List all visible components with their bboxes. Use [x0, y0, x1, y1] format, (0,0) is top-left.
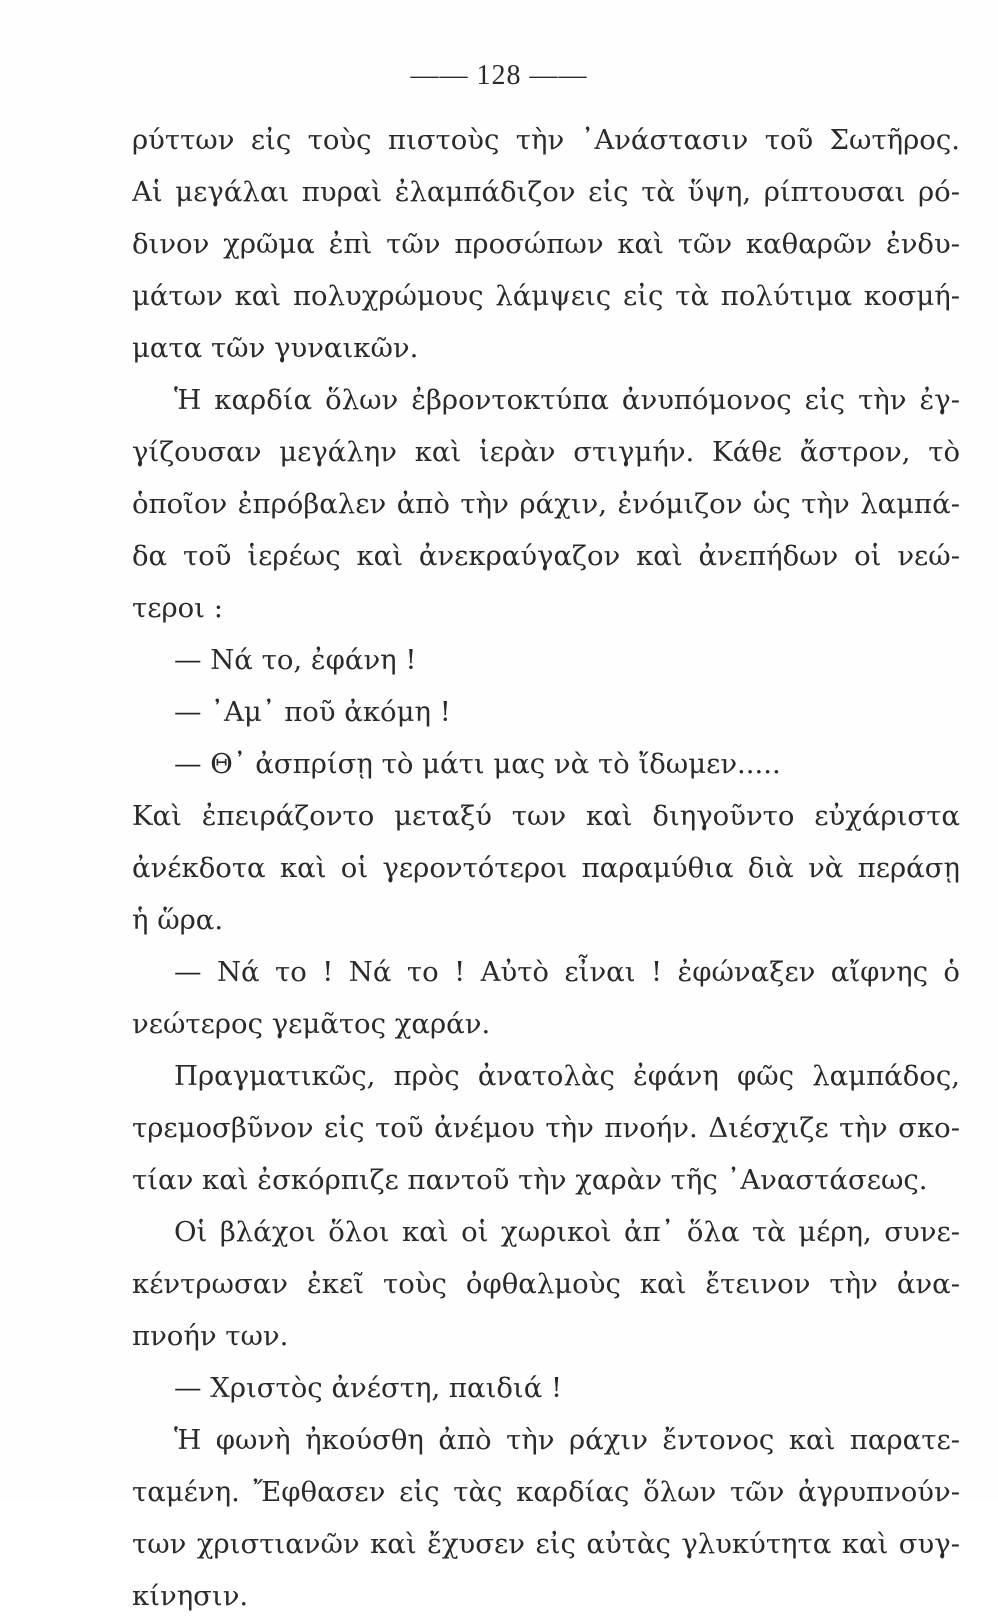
text-line: ἀνέκδοτα καὶ οἱ γεροντότεροι παραμύθια διὰ νὰ περάσῃ: [132, 852, 960, 884]
text-line: — Νά το ! Νά το ! Αὐτὸ εἶναι ! ἐφώναξεν αἴφνης ὁ: [174, 956, 960, 988]
text-line: ὁποῖον ἐπρόβαλεν ἀπὸ τὴν ράχιν, ἐνόμιζον ὡς τὴν λαμπά-: [132, 488, 960, 520]
text-line: ρύττων εἰς τοὺς πιστοὺς τὴν ᾿Ανάστασιν τοῦ Σωτῆρος.: [132, 124, 960, 156]
text-line: — Θ᾿ ἀσπρίσῃ τὸ μάτι μας νὰ τὸ ἴδωμεν.....: [174, 748, 781, 780]
text-line: Ἡ καρδία ὅλων ἐβροντοκτύπα ἀνυπόμονος εἰς τὴν ἐγ-: [174, 384, 960, 416]
text-line: πνοήν των.: [132, 1320, 289, 1352]
page-number-value: 128: [476, 60, 522, 91]
body-text: [132, 114, 960, 1622]
text-line: — Χριστὸς ἀνέστη, παιδιά !: [174, 1372, 563, 1404]
page-number: —— 128 ——: [410, 60, 588, 91]
text-line: Ἡ φωνὴ ἠκούσθη ἀπὸ τὴν ράχιν ἔντονος καὶ παρατε-: [174, 1424, 960, 1456]
text-line: νεώτερος γεμᾶτος χαράν.: [132, 1008, 491, 1040]
text-line: — Νά το, ἐφάνη !: [174, 644, 417, 676]
text-line: Πραγματικῶς, πρὸς ἀνατολὰς ἐφάνη φῶς λαμπάδος,: [174, 1060, 960, 1092]
text-line: Αἱ μεγάλαι πυραὶ ἐλαμπάδιζον εἰς τὰ ὕψη, ρίπτουσαι ρό-: [132, 176, 960, 208]
text-line: ματα τῶν γυναικῶν.: [132, 332, 419, 364]
text-line: τεροι :: [132, 592, 223, 624]
text-line: Οἱ βλάχοι ὅλοι καὶ οἱ χωρικοὶ ἀπ᾿ ὅλα τὰ μέρη, συνε-: [174, 1216, 960, 1248]
text-line: ἡ ὥρα.: [132, 904, 224, 936]
text-line: τίαν καὶ ἐσκόρπιζε παντοῦ τὴν χαρὰν τῆς ᾿Αναστάσεως.: [132, 1164, 928, 1196]
text-line: Καὶ ἐπειράζοντο μεταξύ των καὶ διηγοῦντο εὐχάριστα: [132, 800, 960, 832]
text-line: γίζουσαν μεγάλην καὶ ἱερὰν στιγμήν. Κάθε ἄστρον, τὸ: [132, 436, 960, 468]
text-line: ταμένη. Ἔφθασεν εἰς τὰς καρδίας ὅλων τῶν ἀγρυπνούν-: [132, 1476, 960, 1508]
text-line: κέντρωσαν ἐκεῖ τοὺς ὀφθαλμοὺς καὶ ἔτεινον τὴν ἀνα-: [132, 1268, 960, 1300]
text-line: — ᾿Αμ᾿ ποῦ ἀκόμη !: [174, 696, 451, 728]
text-line: δα τοῦ ἱερέως καὶ ἀνεκραύγαζον καὶ ἀνεπήδων οἱ νεώ-: [132, 540, 960, 572]
text-line: μάτων καὶ πολυχρώμους λάμψεις εἰς τὰ πολύτιμα κοσμή-: [132, 280, 960, 312]
text-line: δινον χρῶμα ἐπὶ τῶν προσώπων καὶ τῶν καθαρῶν ἐνδυ-: [132, 228, 960, 260]
text-line: κίνησιν.: [132, 1580, 249, 1612]
text-line: των χριστιανῶν καὶ ἔχυσεν εἰς αὐτὰς γλυκύτητα καὶ συγ-: [132, 1528, 960, 1560]
text-line: τρεμοσβῦνον εἰς τοῦ ἀνέμου τὴν πνοήν. Διέσχιζε τὴν σκο-: [132, 1112, 960, 1144]
